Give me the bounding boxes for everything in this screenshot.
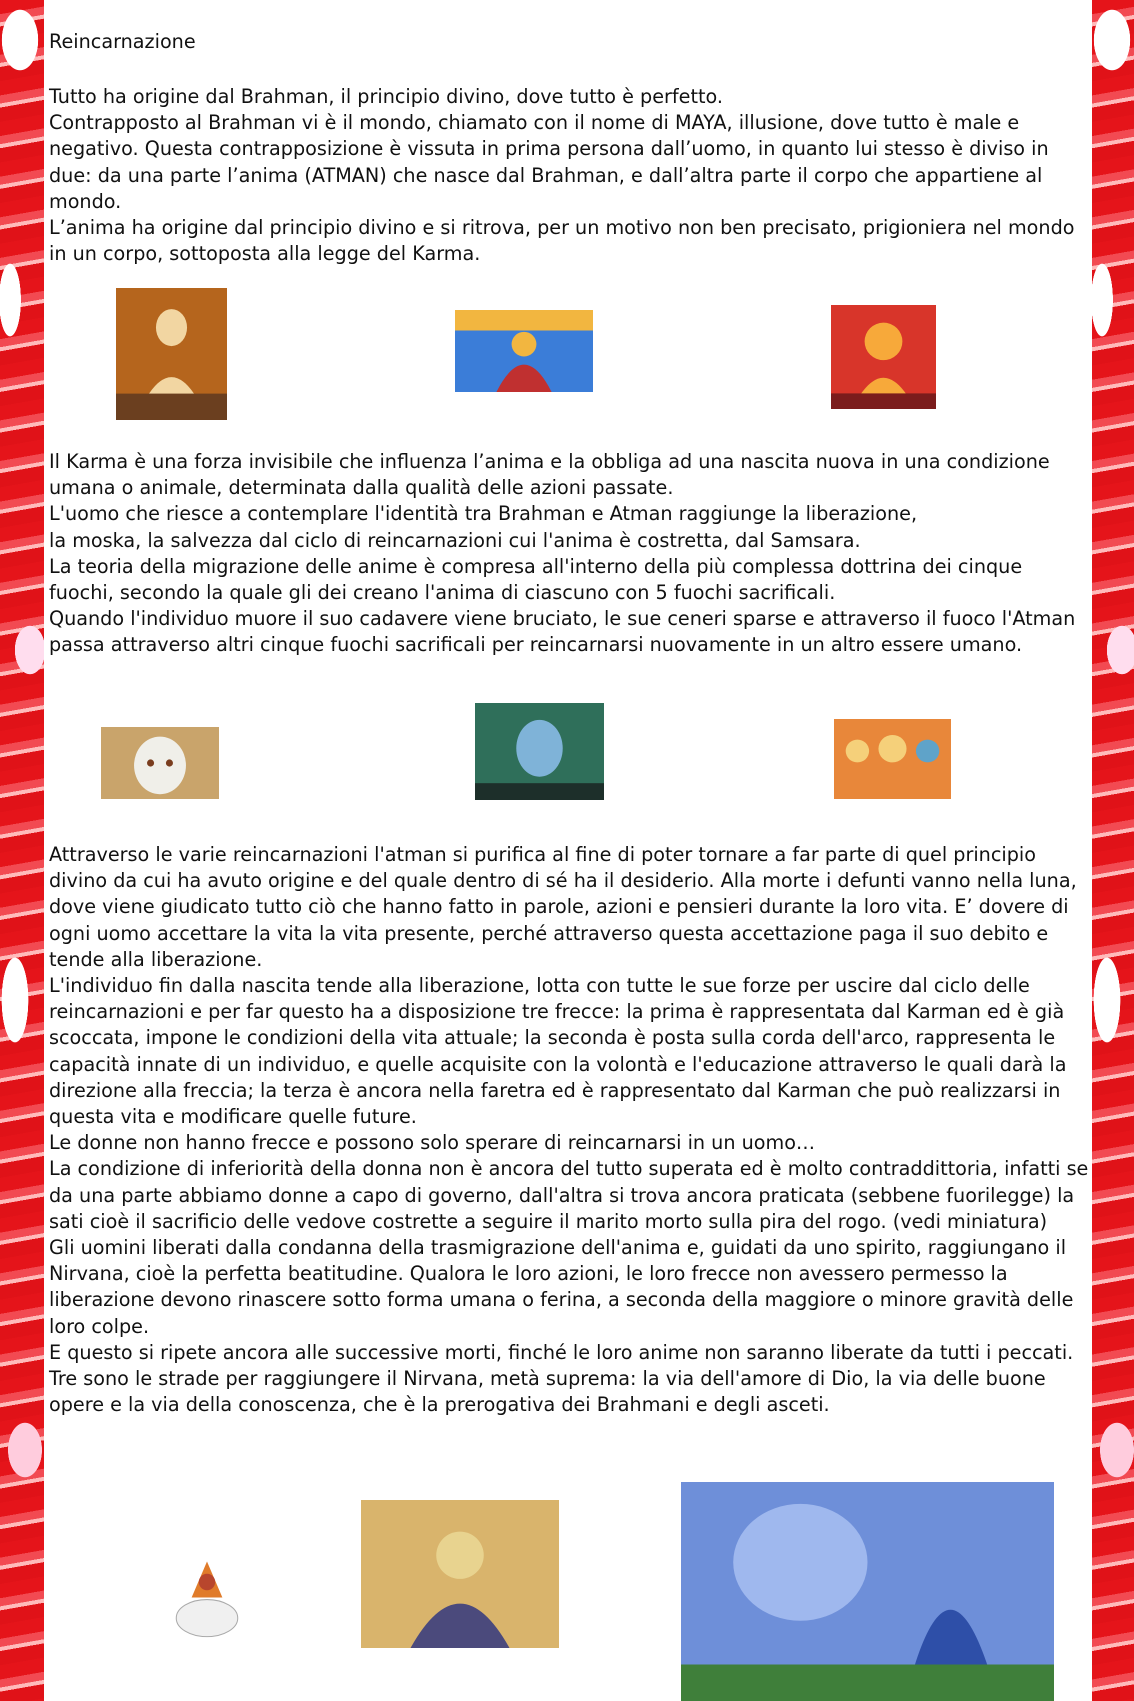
paragraph: L'uomo che riesce a contemplare l'identità tra Brahman e Atman raggiunge la liberazione, xyxy=(49,502,918,526)
krishna-radha-image xyxy=(681,1482,1054,1701)
krishna-image xyxy=(475,703,604,800)
ganesha-image xyxy=(831,305,936,409)
paragraph: Quando l'individuo muore il suo cadavere viene bruciato, le sue ceneri sparse e attraverso il fuoco l'Atman passa attraverso altri cinque fuochi sacrificali per reincarnarsi nuovamente in un altro essere umano. xyxy=(49,607,1076,657)
paragraph: Tre sono le strade per raggiungere il Nirvana, metà suprema: la via dell'amore di Dio, la via delle buone opere e la via della conoscenza, che è la prerogativa dei Brahmani e degli asceti. xyxy=(49,1367,1046,1417)
paragraph: Le donne non hanno frecce e possono solo sperare di reincarnarsi in un uomo… xyxy=(49,1131,816,1155)
paragraph: la moska, la salvezza dal ciclo di reincarnazioni cui l'anima è costretta, dal Samsara. xyxy=(49,528,861,552)
vishnu-image xyxy=(455,310,593,392)
paragraph: Gli uomini liberati dalla condanna della trasmigrazione dell'anima e, guidati da uno spirito, raggiungano il Nirvana, cioè la perfetta beatitudine. Qualora le loro azioni, le loro frecce non avessero permesso la liberazione devono rinascere sotto forma umana o ferina, a seconda della maggiore o minore gravità delle loro colpe. xyxy=(49,1236,1074,1338)
paragraph: E questo si ripete ancora alle successive morti, finché le loro anime non saranno liberate da tutti i peccati. xyxy=(49,1340,1074,1364)
document-title: Reincarnazione xyxy=(49,30,196,53)
paragraph: L'individuo fin dalla nascita tende alla liberazione, lotta con tutte le sue forze per uscire dal ciclo delle reincarnazioni e per far questo ha a disposizione tre frecce: la prima è rappresentata dal Karman ed è già scoccata, impone le condizioni della vita attuale; la seconda è posta sulla corda dell'arco, rappresenta le capacità innate di un individuo, e quelle acquisite con la volontà e l'educazione attraverso le quali darà la direzione alla freccia; la terza è ancora nella faretra ed è rappresentato dal Karman che può realizzarsi in questa vita e modificare quelle future. xyxy=(49,974,1067,1129)
document-page xyxy=(44,0,1092,1701)
paragraph: Contrapposto al Brahman vi è il mondo, chiamato con il nome di MAYA, illusione, dove tutto è male e negativo. Questa contrapposizione è vissuta in prima persona dall’uomo, in quanto lui stesso è diviso in due: da una parte l’anima (ATMAN) che nasce dal Brahman, e dall’altra parte il corpo che appartiene al mondo. xyxy=(49,111,1049,213)
red-marble-border-left xyxy=(0,0,44,1701)
red-marble-border-right xyxy=(1092,0,1134,1701)
paragraph: Tutto ha origine dal Brahman, il principio divino, dove tutto è perfetto. xyxy=(49,85,724,108)
paragraph: L’anima ha origine dal principio divino e si ritrova, per un motivo non ben precisato, prigioniera nel mondo in un corpo, sottoposta alla legge del Karma. xyxy=(49,216,1075,266)
paragraph: Il Karma è una forza invisibile che influenza l’anima e la obbliga ad una nascita nuova in una condizione umana o animale, determinata dalla qualità delle azioni passate. xyxy=(49,450,1050,500)
section-1-text xyxy=(49,84,1089,267)
durga-image xyxy=(361,1500,559,1648)
paragraph: Attraverso le varie reincarnazioni l'atman si purifica al fine di poter tornare a far parte di quel principio divino da cui ha avuto origine e del quale dentro di sé ha il desiderio. Alla morte i defunti vanno nella luna, dove viene giudicato tutto ciò che hanno fatto in parole, azioni e pensieri durante la loro vita. E’ dovere di ogni uomo accettare la vita la vita presente, perché attraverso questa accettazione paga il suo debito e tende alla liberazione. xyxy=(49,843,1077,971)
devi-face-image xyxy=(101,727,219,799)
elephant-image xyxy=(166,1546,248,1649)
shiva-image xyxy=(116,288,227,420)
paragraph: La teoria della migrazione delle anime è compresa all'interno della più complessa dottrina dei cinque fuochi, secondo la quale gli dei creano l'anima di ciascuno con 5 fuochi sacrificali. xyxy=(49,554,1023,605)
lakshmi-ganesha-saraswati-image xyxy=(834,719,951,799)
section-3-text xyxy=(49,842,1089,1418)
section-2-text xyxy=(49,449,1089,659)
paragraph: La condizione di inferiorità della donna non è ancora del tutto superata ed è molto contraddittoria, infatti se da una parte abbiamo donne a capo di governo, dall'altra si trova ancora praticata (sebbene fuorilegge) la sati cioè il sacrificio delle vedove costrette a seguire il marito morto sulla pira del rogo. (vedi miniatura) xyxy=(49,1157,1089,1233)
